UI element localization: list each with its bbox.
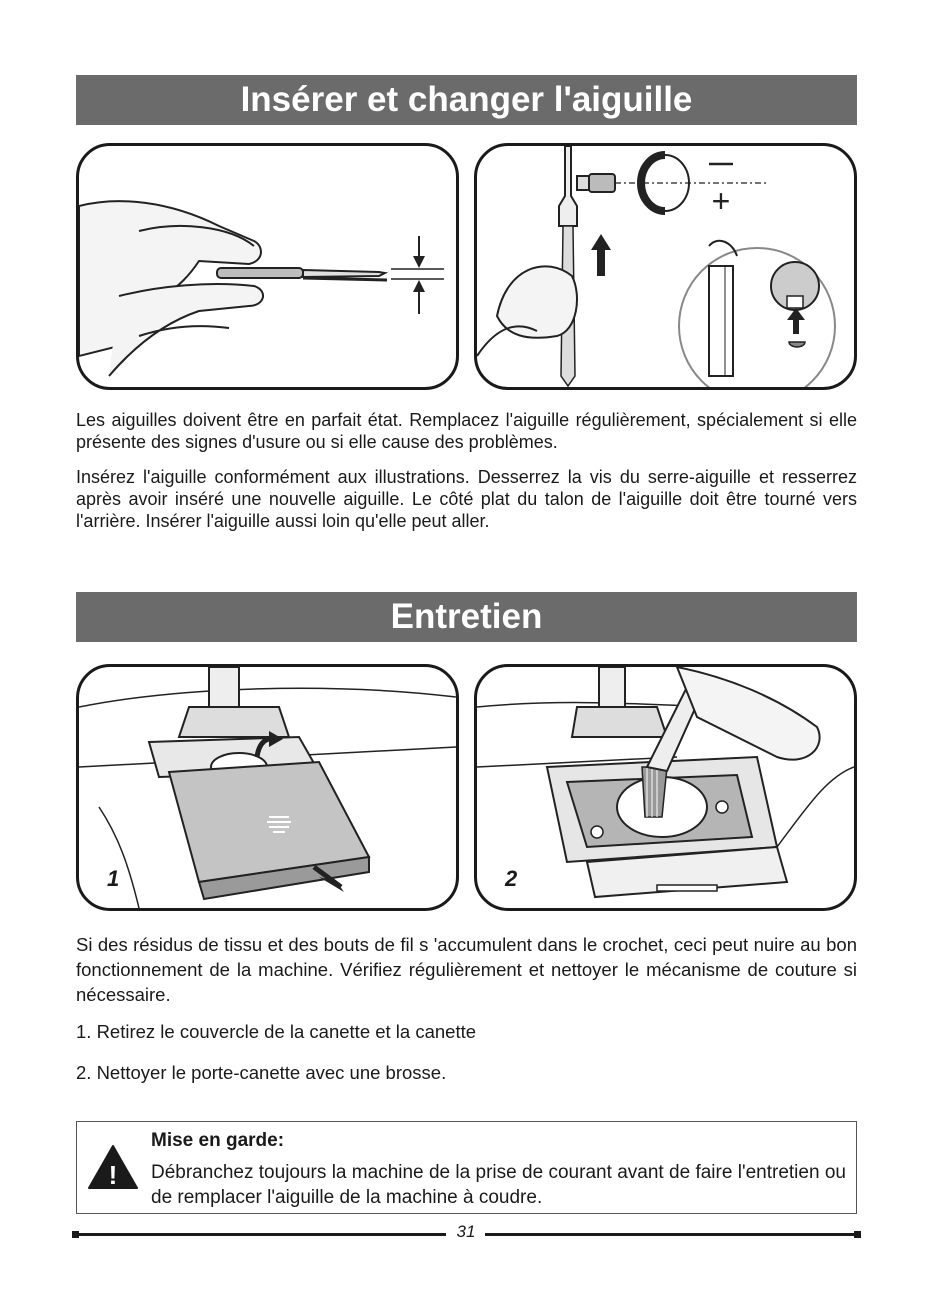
section-title-needle: Insérer et changer l'aiguille [76,75,857,125]
page-number: 31 [456,1222,476,1241]
figure-needle-clamp [474,143,857,390]
footer-rule-left [76,1233,446,1236]
footer-rule-right [485,1233,857,1236]
svg-text:!: ! [108,1160,118,1190]
section-title-maintenance: Entretien [76,592,857,642]
figure-number-2: 2 [505,866,518,891]
warning-box [76,1121,857,1214]
figure-remove-bobbin-cover [76,664,459,911]
warning-triangle-icon [87,1144,139,1190]
hand-needle-illustration [79,146,456,387]
footer-right-dot [854,1231,861,1238]
figure-hand-holding-needle [76,143,459,390]
figure-clean-bobbin-holder [474,664,857,911]
cleaning-brush-illustration [477,667,854,908]
figure-number-1: 1 [107,866,120,891]
bobbin-cover-illustration [79,667,456,908]
needle-paragraph-2: Insérez l'aiguille conformément aux illustrations. Desserrez la vis du serre-aiguille et resserrez après avoir inséré une nouvelle aiguille. Le côté plat du talon de l'aiguille doit être tourné vers l'arrière. Insérer l'aiguille aussi loin qu'elle peut aller. [76,467,857,531]
needle-clamp-illustration [477,146,854,387]
plus-sign: + [711,183,731,219]
maintenance-step-1: 1. Retirez le couvercle de la canette et la canette [76,1021,477,1042]
warning-title: Mise en garde: [151,1130,285,1151]
needle-paragraph-1: Les aiguilles doivent être en parfait état. Remplacez l'aiguille régulièrement, spécialement si elle présente des signes d'usure ou si elle cause des problèmes. [76,410,857,452]
maintenance-paragraph: Si des résidus de tissu et des bouts de fil s 'accumulent dans le crochet, ceci peut nuire au bon fonctionnement de la machine. Vérifiez régulièrement et nettoyer le mécanisme de couture si nécessaire. [76,934,857,1005]
warning-text: Débranchez toujours la machine de la prise de courant avant de faire l'entretien ou de remplacer l'aiguille de la machine à coudre. [151,1162,846,1208]
maintenance-step-2: 2. Nettoyer le porte-canette avec une brosse. [76,1062,447,1083]
